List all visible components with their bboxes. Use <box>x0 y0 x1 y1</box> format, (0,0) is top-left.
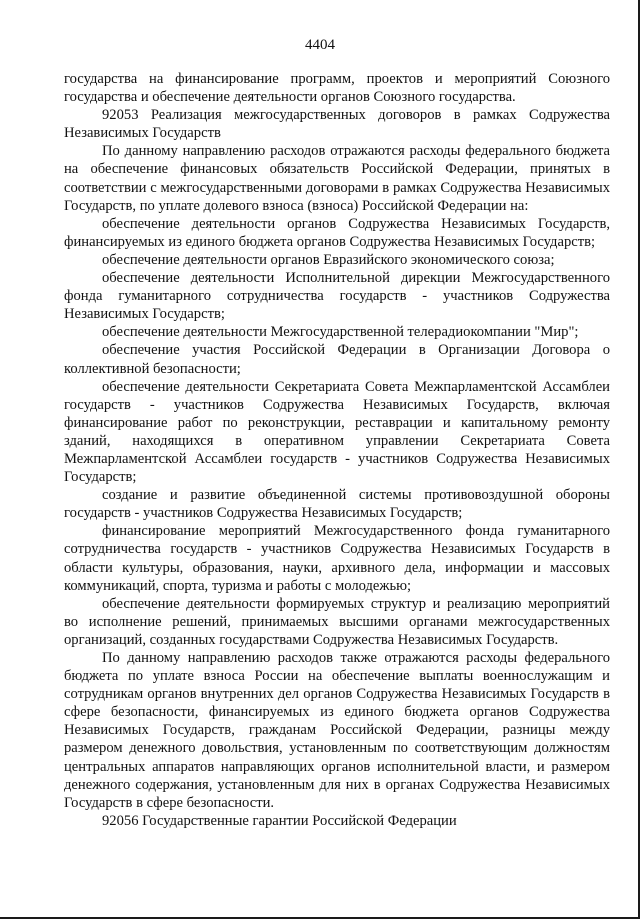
page-number: 4404 <box>305 37 335 53</box>
section-heading-92056: 92056 Государственные гарантии Российской Федерации <box>102 812 457 829</box>
document-body <box>64 70 610 830</box>
paragraph-continuation: государства на финансирование программ, проектов и мероприятий Союзного государства и обеспечение деятельности органов Союзного государства. <box>64 71 610 106</box>
list-item: обеспечение участия Российской Федерации в Организации Договора о коллективной безопасности; <box>64 342 610 377</box>
list-item: обеспечение деятельности Секретариата Совета Межпарламентской Ассамблеи государств - участников Содружества Независимых Государств, включая финансирование работ по реконструкции, реставрации и капитальному ремонту зданий, находящихся в оперативном управлении Секретариата Совета Межпарламентской Ассамблеи государств - участников Содружества Независимых Государств; <box>64 378 610 486</box>
list-item: обеспечение деятельности органов Содружества Независимых Государств, финансируемых из единого бюджета органов Содружества Независимых Государств; <box>64 215 610 250</box>
section-heading-92053: 92053 Реализация межгосударственных договоров в рамках Содружества Независимых Государств <box>64 107 610 142</box>
list-item: обеспечение деятельности органов Евразийского экономического союза; <box>102 251 555 268</box>
list-item: финансирование мероприятий Межгосударственного фонда гуманитарного сотрудничества государств - участников Содружества Независимых Государств в области культуры, образования, науки, архивного дела, информации и массовых коммуникаций, спорта, туризма и работы с молодежью; <box>64 523 610 594</box>
list-item: создание и развитие объединенной системы противовоздушной обороны государств - участников Содружества Независимых Государств; <box>64 487 610 522</box>
paragraph-additional: По данному направлению расходов также отражаются расходы федерального бюджета по уплате взноса России на обеспечение выплаты военнослужащим и сотрудникам органов внутренних дел органов Содружества Независимых Государств в сфере безопасности, финансируемых из единого бюджета органов Содружества Независимых Государств, гражданам Российской Федерации, разницы между размером денежного довольствия, установленным по соответствующим должностям центральных аппаратов направляющих органов исполнительной власти, и размером денежного содержания, установленным для них в органах Содружества Независимых Государств в сфере безопасности. <box>64 650 610 811</box>
list-item: обеспечение деятельности формируемых структур и реализацию мероприятий во исполнение решений, принимаемых высшими органами межгосударственных организаций, созданных государствами Содружества Независимых Государств. <box>64 595 610 648</box>
paragraph-intro: По данному направлению расходов отражаются расходы федерального бюджета на обеспечение финансовых обязательств Российской Федерации, принятых в соответствии с межгосударственными договорами в рамках Содружества Независимых Государств, по уплате долевого взноса (взноса) Российской Федерации на: <box>64 143 610 214</box>
list-item: обеспечение деятельности Межгосударственной телерадиокомпании "Мир"; <box>102 324 579 341</box>
list-item: обеспечение деятельности Исполнительной дирекции Межгосударственного фонда гуманитарного сотрудничества государств - участников Содружества Независимых Государств; <box>64 270 610 323</box>
